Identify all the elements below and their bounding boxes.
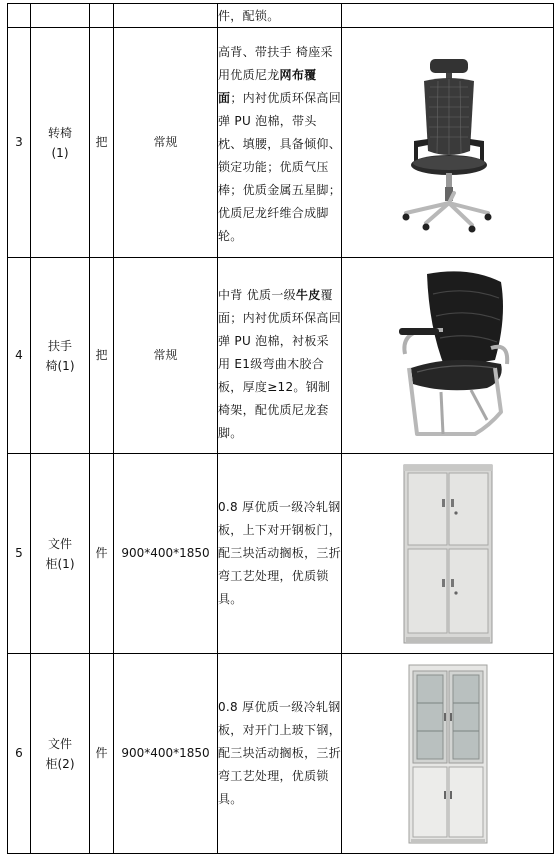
product-image-cell xyxy=(342,454,554,654)
mesh-office-chair-icon xyxy=(388,53,508,233)
size-cell: 900*400*1850 xyxy=(114,654,218,854)
description-cell: 0.8 厚优质一级冷轧钢板，上下对开钢板门，配三块活动搁板，三折弯工艺处理，优质锁具。 xyxy=(218,454,342,654)
row-number: 4 xyxy=(8,258,31,454)
row-number: 3 xyxy=(8,28,31,258)
leather-armchair-icon xyxy=(383,268,513,444)
unit-cell: 把 xyxy=(90,28,114,258)
unit-cell: 把 xyxy=(90,258,114,454)
size-cell: 常规 xyxy=(114,28,218,258)
product-image-cell xyxy=(342,28,554,258)
product-name: 文件 柜(2) xyxy=(31,654,90,854)
product-spec-table xyxy=(7,3,554,854)
unit-cell: 件 xyxy=(90,454,114,654)
unit-cell: 件 xyxy=(90,654,114,854)
description-cell: 中背 优质一级牛皮覆面；内衬优质环保高回弹 PU 泡棉，衬板采用 E1级弯曲木胶合板，厚度≥12。钢制椅架，配优质尼龙套脚。 xyxy=(218,258,342,454)
description-cell: 0.8 厚优质一级冷轧钢板，对开门上玻下钢，配三块活动搁板，三折弯工艺处理，优质锁具。 xyxy=(218,654,342,854)
product-image-cell xyxy=(342,258,554,454)
row-number: 5 xyxy=(8,454,31,654)
table-row xyxy=(8,4,554,28)
table-row xyxy=(8,28,554,258)
row-number: 6 xyxy=(8,654,31,854)
table-row xyxy=(8,258,554,454)
product-name: 转椅 (1) xyxy=(31,28,90,258)
glass-door-file-cabinet-icon xyxy=(405,661,491,847)
product-name: 扶手 椅(1) xyxy=(31,258,90,454)
size-cell: 900*400*1850 xyxy=(114,454,218,654)
table-row xyxy=(8,454,554,654)
description-cell: 件，配锁。 xyxy=(218,4,342,28)
table-row xyxy=(8,654,554,854)
product-image-cell xyxy=(342,654,554,854)
product-name: 文件 柜(1) xyxy=(31,454,90,654)
size-cell: 常规 xyxy=(114,258,218,454)
description-cell: 高背、带扶手 椅座采用优质尼龙网布覆面；内衬优质环保高回弹 PU 泡棉，带头枕、填腰，具备倾仰、锁定功能；优质气压棒；优质金属五星脚；优质尼龙纤维合成脚轮。 xyxy=(218,28,342,258)
steel-file-cabinet-icon xyxy=(398,461,498,647)
